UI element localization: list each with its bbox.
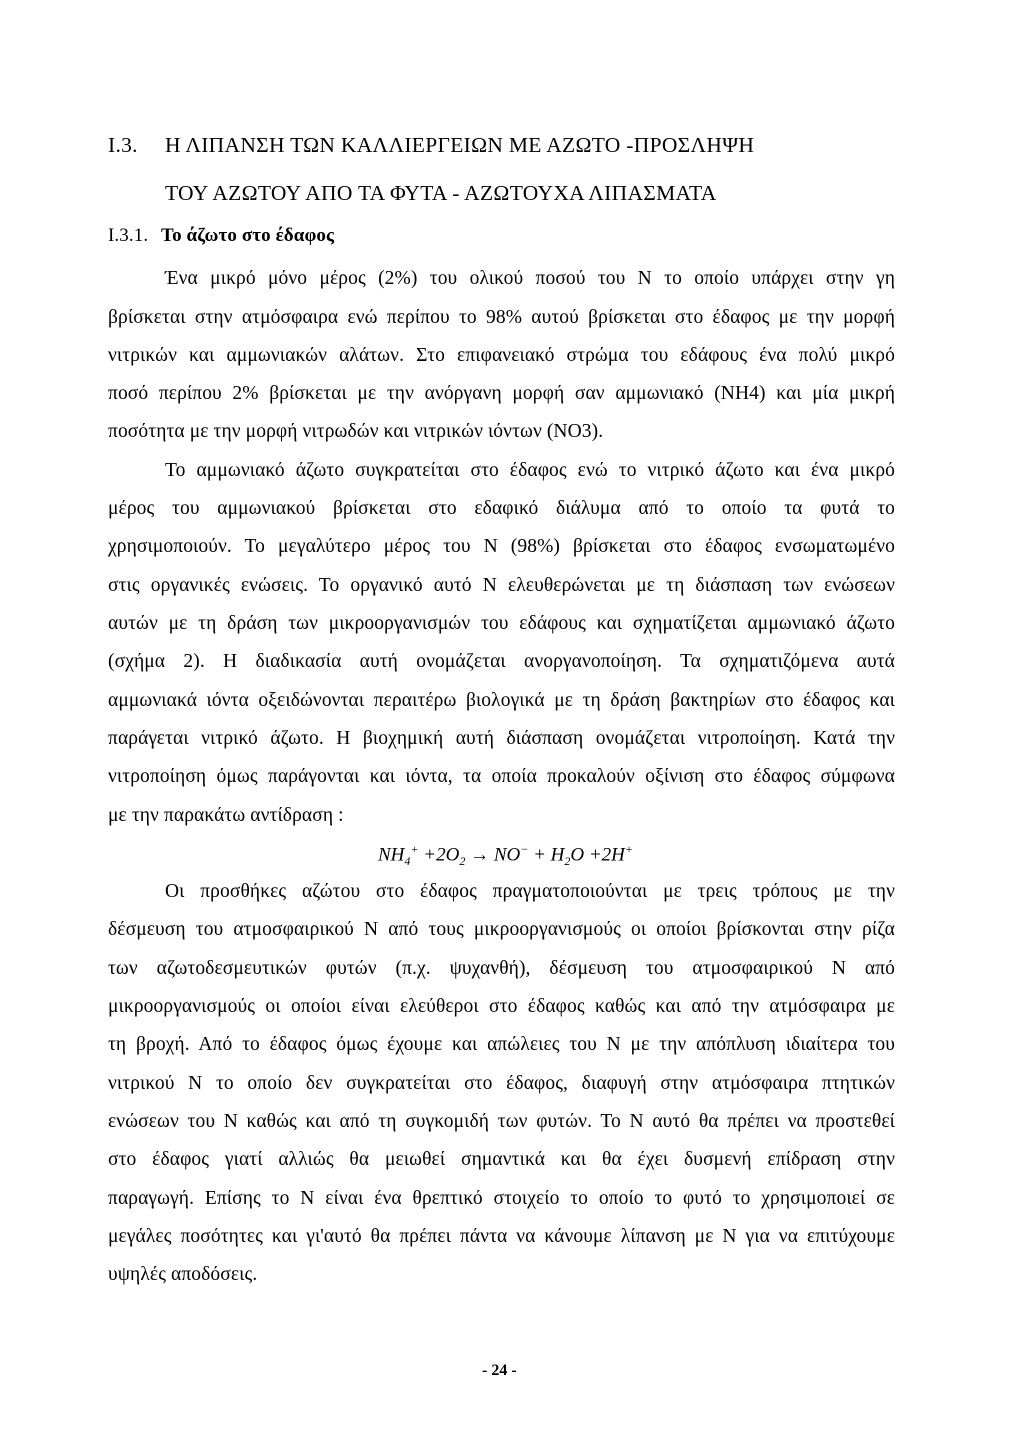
paragraph-line: αυτών με τη δράση των μικροοργανισμών του εδάφους και σχηματίζεται αμμωνιακό άζωτο	[108, 613, 895, 634]
paragraph-line: υψηλές αποδόσεις.	[108, 1264, 258, 1285]
paragraph-line: στις οργανικές ενώσεις. Το οργανικό αυτό Ν ελευθερώνεται με τη διάσπαση των ενώσεων	[108, 575, 895, 596]
section-number: Ι.3.	[108, 133, 138, 157]
paragraph-line: παραγωγή. Επίσης το Ν είναι ένα θρεπτικό στοιχείο το οποίο το φυτό το χρησιμοποιεί σε	[108, 1188, 895, 1209]
subsection-heading	[108, 224, 334, 248]
paragraph-line: με την παρακάτω αντίδραση :	[108, 805, 344, 826]
paragraph-line: αμμωνιακά ιόντα οξειδώνονται περαιτέρω βιολογικά με τη δράση βακτηρίων στο έδαφος και	[108, 690, 895, 711]
paragraph-line: χρησιμοποιούν. Το μεγαλύτερο μέρος του Ν (98%) βρίσκεται στο έδαφος ενσωματωμένο	[108, 536, 895, 557]
paragraph-line: μικροοργανισμούς οι οποίοι είναι ελεύθεροι στο έδαφος καθώς και από την ατμόσφαιρα με	[108, 996, 895, 1017]
paragraph-line: βρίσκεται στην ατμόσφαιρα ενώ περίπου το 98% αυτού βρίσκεται στο έδαφος με την μορφή	[108, 307, 895, 328]
chemical-reaction: $NH_4^+ +2O_2 \to NO^- + H_2O +2H^+$	[378, 842, 633, 869]
paragraph-line: τη βροχή. Από το έδαφος όμως έχουμε και απώλειες του Ν με την απόπλυση ιδιαίτερα του	[108, 1034, 895, 1055]
paragraph-line: νιτροποίηση όμως παράγονται και ιόντα, τα οποία προκαλούν οξίνιση στο έδαφος σύμφωνα	[108, 766, 895, 787]
paragraph-line: Ένα μικρό μόνο μέρος (2%) του ολικού ποσού του Ν το οποίο υπάρχει στην γη	[165, 268, 895, 289]
paragraph-line: Το αμμωνιακό άζωτο συγκρατείται στο έδαφος ενώ το νιτρικό άζωτο και ένα μικρό	[165, 460, 895, 481]
section-title-line-1: Η ΛΙΠΑΝΣΗ ΤΩΝ ΚΑΛΛΙΕΡΓΕΙΩΝ ΜΕ ΑΖΩΤΟ -ΠΡΟΣΛΗΨΗ	[165, 133, 755, 157]
paragraph-line: ποσό περίπου 2% βρίσκεται με την ανόργανη μορφή σαν αμμωνιακό (ΝΗ4) και μία μικρή	[108, 383, 895, 404]
paragraph-line: στο έδαφος γιατί αλλιώς θα μειωθεί σημαντικά και θα έχει δυσμενή επίδραση στην	[108, 1149, 895, 1170]
subsection-title: Το άζωτο στο έδαφος	[161, 225, 335, 246]
section-title-line-2: ΤΟΥ ΑΖΩΤΟΥ ΑΠΟ ΤΑ ΦΥΤΑ - ΑΖΩΤΟΥΧΑ ΛΙΠΑΣΜΑΤΑ	[165, 181, 717, 205]
paragraph-line: δέσμευση του ατμοσφαιρικού Ν από τους μικροοργανισμούς οι οποίοι βρίσκονται στην ρίζα	[108, 919, 895, 940]
paragraph-line: παράγεται νιτρικό άζωτο. Η βιοχημική αυτή διάσπαση ονομάζεται νιτροποίηση. Κατά την	[108, 728, 895, 749]
page-number: - 24 -	[482, 1362, 517, 1379]
paragraph-line: νιτρικού Ν το οποίο δεν συγκρατείται στο έδαφος, διαφυγή στην ατμόσφαιρα πτητικών	[108, 1073, 895, 1094]
paragraph-line: Οι προσθήκες αζώτου στο έδαφος πραγματοποιούνται με τρεις τρόπους με την	[165, 881, 895, 902]
paragraph-line: νιτρικών και αμμωνιακών αλάτων. Στο επιφανειακό στρώμα του εδάφους ένα πολύ μικρό	[108, 345, 895, 366]
paragraph-line: ποσότητα με την μορφή νιτρωδών και νιτρικών ιόντων (ΝΟ3).	[108, 421, 604, 442]
paragraph-line: ενώσεων του Ν καθώς και από τη συγκομιδή των φυτών. Το Ν αυτό θα πρέπει να προστεθεί	[108, 1111, 895, 1132]
paragraph-line: μεγάλες ποσότητες και γι'αυτό θα πρέπει πάντα να κάνουμε λίπανση με Ν για να επιτύχουμε	[108, 1226, 895, 1247]
subsection-number: Ι.3.1.	[108, 225, 149, 246]
reaction-arrow: →	[465, 844, 494, 866]
paragraph-line: (σχήμα 2). Η διαδικασία αυτή ονομάζεται ανοργανοποίηση. Τα σχηματιζόμενα αυτά	[108, 651, 895, 672]
paragraph-line: μέρος του αμμωνιακού βρίσκεται στο εδαφικό διάλυμα από το οποίο τα φυτά το	[108, 498, 895, 519]
paragraph-line: των αζωτοδεσμευτικών φυτών (π.χ. ψυχανθή), δέσμευση του ατμοσφαιρικού Ν από	[108, 958, 895, 979]
